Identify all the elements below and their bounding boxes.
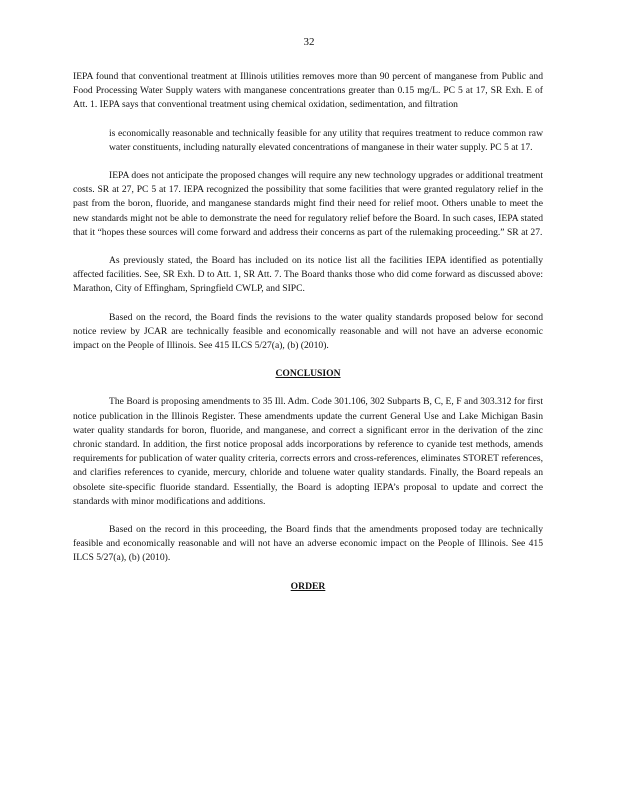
paragraph: Based on the record, the Board finds the revisions to the water quality standards proposed below for second notice review by JCAR are technically feasible and economically reasonable and will not have an adverse economic impact on the People of Illinois. See 415 ILCS 5/27(a), (b) (2010).	[73, 311, 543, 352]
paragraph: IEPA found that conventional treatment at Illinois utilities removes more than 90 percent of manganese from Public and Food Processing Water Supply waters with manganese concentrations greater than 0.15 mg/L. PC 5 at 17, SR Exh. E of Att. 1. IEPA says that conventional treatment using chemical oxidation, sedimentation, and filtration	[73, 71, 543, 111]
paragraph: As previously stated, the Board has included on its notice list all the facilities IEPA identified as potentially affected facilities. See, SR Exh. D to Att. 1, SR Att. 7. The Board thanks those who did come forward as discussed above: Marathon, City of Effingham, Springfield CWLP, and SIPC.	[73, 255, 543, 295]
block-quote: is economically reasonable and technically feasible for any utility that requires treatment to reduce common raw water constituents, including naturally elevated concentrations of manganese in their water supply. PC 5 at 17.	[109, 127, 543, 153]
paragraph: The Board is proposing amendments to 35 Ill. Adm. Code 301.106, 302 Subparts B, C, E, F and 303.312 for first notice publication in the Illinois Register. These amendments update the current General Use and Lake Michigan Basin water quality standards for boron, fluoride, and manganese, and correct a significant error in the derivation of the zinc chronic standard. In addition, the first notice proposal adds incorporations by reference to cyanide test methods, amends requirements for publication of water quality criteria, corrects errors and cross-references, eliminates STORET references, and clarifies references to cyanide, mercury, chloride and toluene water quality standards. Finally, the Board repeals an obsolete site-specific fluoride standard. Essentially, the Board is adopting IEPA’s proposal to update and correct the standards with minor modifications and additions.	[73, 396, 543, 507]
document-body	[73, 70, 543, 608]
paragraph: Based on the record in this proceeding, the Board finds that the amendments proposed today are technically feasible and economically reasonable and will not have an adverse economic impact on the People of Illinois. See 415 ILCS 5/27(a), (b) (2010).	[73, 524, 543, 564]
paragraph: IEPA does not anticipate the proposed changes will require any new technology upgrades or additional treatment costs. SR at 27, PC 5 at 17. IEPA recognized the possibility that some facilities that were granted regulatory relief in the past from the boron, fluoride, and manganese standards might find their need for relief moot. Others unable to meet the new standards might not be able to demonstrate the need for regulatory relief before the Board. In such cases, IEPA stated that it “hopes these sources will come forward and address their concerns as part of the rulemaking proceeding.” SR at 27.	[73, 170, 543, 238]
page-number: 32	[303, 36, 315, 48]
section-heading-order: ORDER	[290, 580, 326, 592]
section-heading-conclusion: CONCLUSION	[275, 368, 341, 380]
